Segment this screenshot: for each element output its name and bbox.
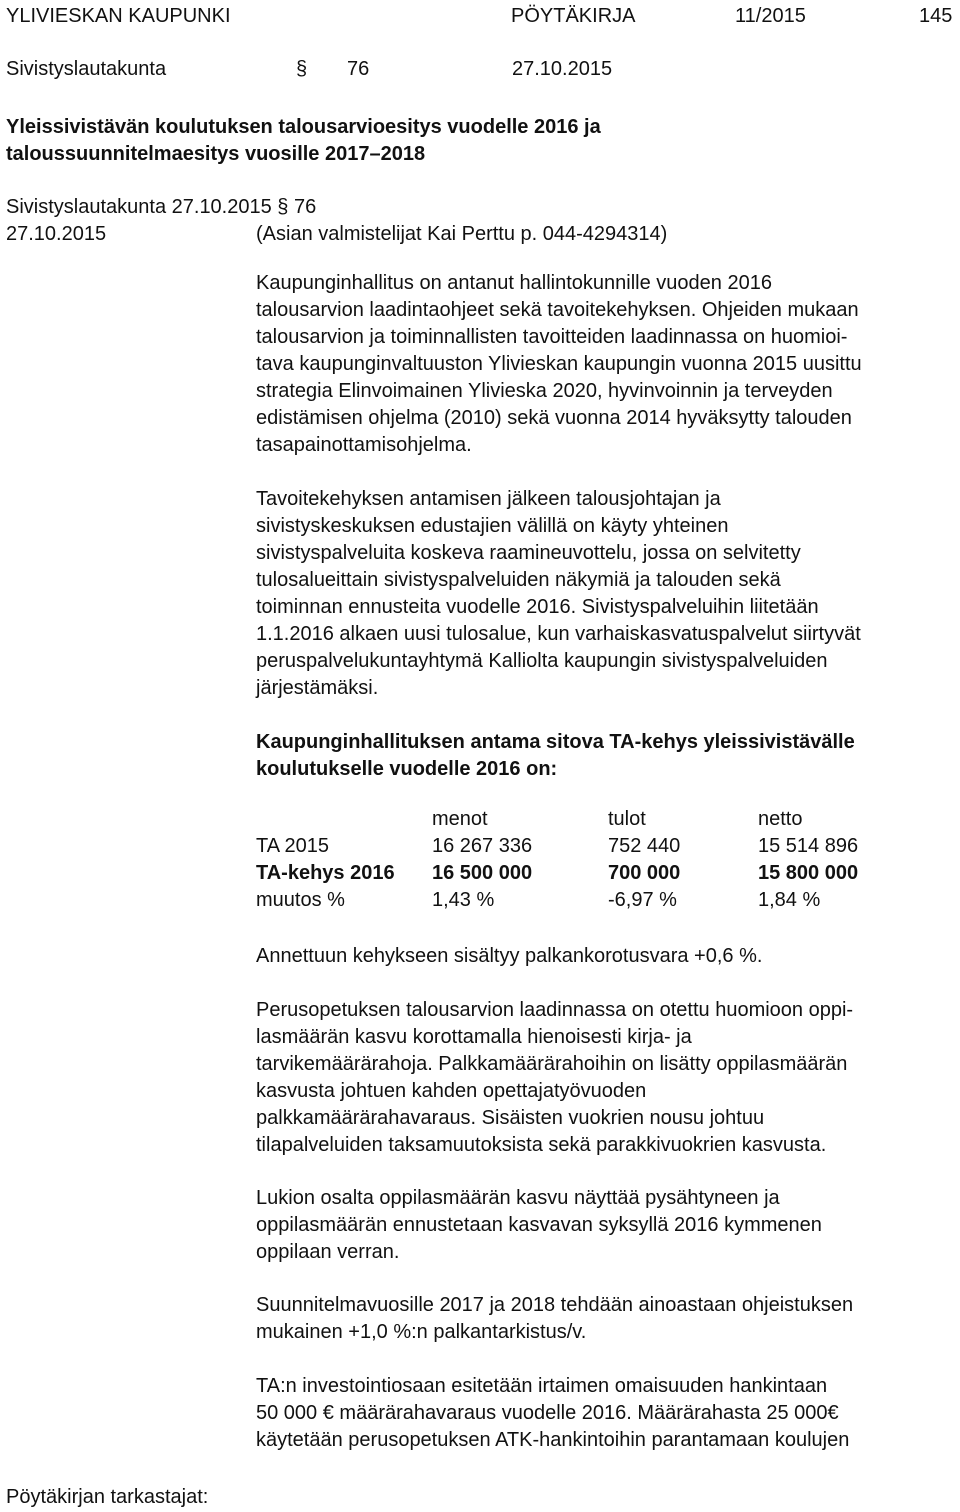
text-line: oppilasmäärän ennustetaan kasvavan syksyllä 2016 kymmenen (256, 1214, 822, 1236)
section-number: 76 (347, 58, 370, 80)
paragraph-salary-reserve (256, 943, 762, 970)
text-line: peruspalvelukuntayhtymä Kalliolta kaupungin sivistyspalveluiden (256, 650, 828, 672)
text-line: Kaupunginhallitus on antanut hallintokunnille vuoden 2016 (256, 272, 772, 294)
text-line: 50 000 € määrärahavaraus vuodelle 2016. Määrärahasta 25 000€ (256, 1402, 839, 1424)
text-line: käytetään perusopetuksen ATK-hankintoihin parantamaan koulujen (256, 1429, 850, 1451)
table-cell: muutos % (256, 889, 345, 911)
text-line: tarvikemäärärahoja. Palkkamäärärahoihin on lisätty oppilasmäärän (256, 1053, 848, 1075)
text-line: sivistyspalveluita koskeva raamineuvottelu, jossa on selvitetty (256, 542, 801, 564)
table-header-row (256, 808, 956, 835)
paragraph-budget-instructions (256, 270, 862, 459)
text-line: TA:n investointiosaan esitetään irtaimen omaisuuden hankintaan (256, 1375, 828, 1397)
meta-section-sign: § (277, 196, 289, 218)
text-line: toiminnan ennusteita vuodelle 2016. Sivistyspalveluihin liitetään (256, 596, 819, 618)
table-cell: -6,97 % (608, 889, 677, 911)
table-cell: 16 267 336 (432, 835, 533, 857)
text-line: talousarvion ja toiminnallisten tavoitteiden laadinnassa on huomioi- (256, 326, 848, 348)
text-line: tilapalveluiden taksamuutoksista sekä parakkivuokrien kasvusta. (256, 1134, 827, 1156)
document-title-line-1: Yleissivistävän koulutuksen talousarvioesitys vuodelle 2016 ja (6, 116, 601, 138)
text-line: talousarvion laadintaohjeet sekä tavoitekehyksen. Ohjeiden mukaan (256, 299, 859, 321)
text-line: Annettuun kehykseen sisältyy palkankorotusvara +0,6 %. (256, 945, 763, 967)
text-line: koulutukselle vuodelle 2016 on: (256, 758, 558, 780)
meeting-date: 27.10.2015 (512, 58, 613, 80)
text-line: Kaupunginhallituksen antama sitova TA-kehys yleissivistävälle (256, 731, 855, 753)
table-cell: 15 800 000 (758, 862, 859, 884)
meta-date: 27.10.2015 (6, 223, 107, 245)
table-header-cell: tulot (608, 808, 646, 830)
paragraph-negotiation (256, 486, 861, 702)
meta-committee-date-text: Sivistyslautakunta 27.10.2015 (6, 196, 272, 218)
table-cell: 16 500 000 (432, 862, 533, 884)
table-header-cell: menot (432, 808, 488, 830)
text-line: kasvusta johtuen kahden opettajatyövuoden (256, 1080, 647, 1102)
meta-section-number: 76 (293, 196, 317, 218)
meta-committee-date (6, 197, 316, 217)
text-line: strategia Elinvoimainen Ylivieska 2020, hyvinvoinnin ja terveyden (256, 380, 833, 402)
text-line: Perusopetuksen talousarvion laadinnassa on otettu huomioon oppi- (256, 999, 854, 1021)
text-line: sivistyskeskuksen edustajien välillä on käyty yhteinen (256, 515, 729, 537)
text-line: tulosalueittain sivistyspalveluiden näkymiä ja talouden sekä (256, 569, 781, 591)
framework-heading (256, 729, 855, 783)
table-row (256, 835, 956, 862)
committee-name: Sivistyslautakunta (6, 58, 167, 80)
page-number: 145 (919, 5, 953, 27)
paragraph-upper-secondary (256, 1185, 822, 1266)
text-line: Lukion osalta oppilasmäärän kasvu näyttää pysähtyneen ja (256, 1187, 780, 1209)
text-line: 1.1.2016 alkaen uusi tulosalue, kun varhaiskasvatuspalvelut siirtyvät (256, 623, 861, 645)
document-title-line-2: taloussuunnitelmaesitys vuosille 2017–2018 (6, 143, 426, 165)
table-cell: 15 514 896 (758, 835, 859, 857)
table-cell: TA 2015 (256, 835, 330, 857)
table-cell: 1,84 % (758, 889, 821, 911)
table-cell: 752 440 (608, 835, 681, 857)
preparer-info: (Asian valmistelijat Kai Perttu p. 044-4294314) (256, 223, 668, 245)
table-cell: 700 000 (608, 862, 681, 884)
text-line: Suunnitelmavuosille 2017 ja 2018 tehdään ainoastaan ohjeistuksen (256, 1294, 854, 1316)
document-type: PÖYTÄKIRJA (511, 5, 636, 27)
text-line: tava kaupunginvaltuuston Ylivieskan kaupungin vuonna 2015 uusittu (256, 353, 862, 375)
text-line: mukainen +1,0 %:n palkantarkistus/v. (256, 1321, 587, 1343)
text-line: lasmäärän kasvu korottamalla hienoisesti kirja- ja (256, 1026, 692, 1048)
minutes-reviewers-label: Pöytäkirjan tarkastajat: (6, 1486, 209, 1508)
table-cell: 1,43 % (432, 889, 495, 911)
text-line: Tavoitekehyksen antamisen jälkeen talousjohtajan ja (256, 488, 721, 510)
text-line: palkkamäärärahavaraus. Sisäisten vuokrien nousu johtuu (256, 1107, 765, 1129)
issue-number: 11/2015 (735, 5, 806, 27)
text-line: oppilaan verran. (256, 1241, 400, 1263)
paragraph-basic-education (256, 997, 853, 1159)
text-line: edistämisen ohjelma (2010) sekä vuonna 2014 hyväksytty talouden (256, 407, 852, 429)
paragraph-investments (256, 1373, 849, 1454)
table-row (256, 889, 956, 916)
paragraph-planning-years (256, 1292, 853, 1346)
section-sign: § (296, 58, 308, 80)
organization-name: YLIVIESKAN KAUPUNKI (6, 5, 231, 27)
text-line: tasapainottamisohjelma. (256, 434, 472, 456)
table-row (256, 862, 956, 889)
text-line: järjestämäksi. (256, 677, 379, 699)
table-cell: TA-kehys 2016 (256, 862, 395, 884)
table-header-cell: netto (758, 808, 803, 830)
